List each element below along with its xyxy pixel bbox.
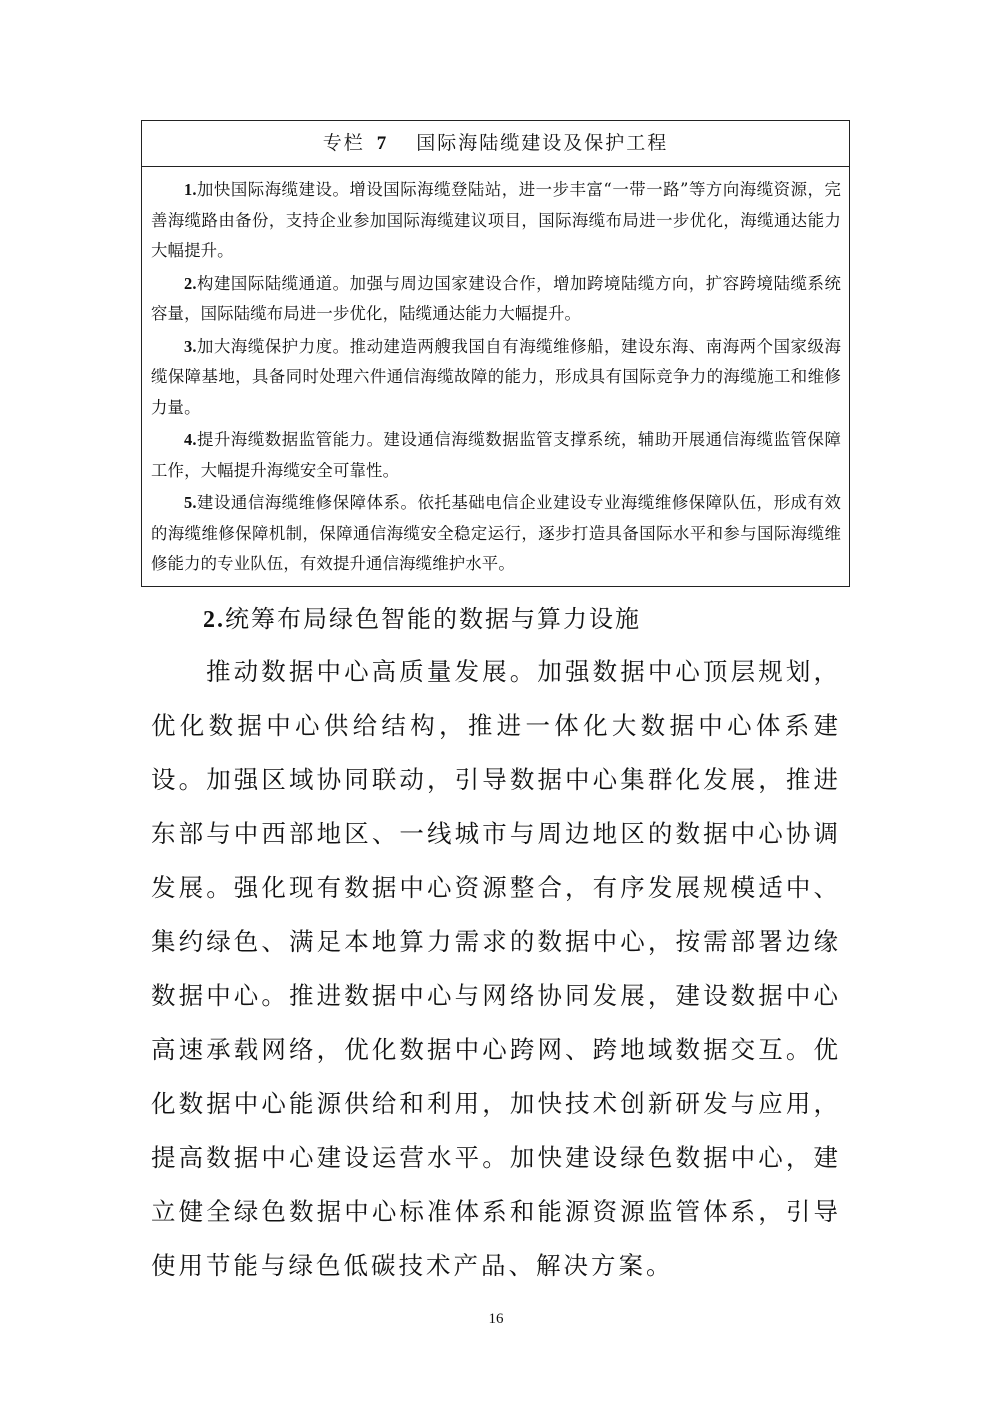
column-item-2 xyxy=(151,269,841,330)
column-item-index: 4. xyxy=(184,430,197,449)
column-title xyxy=(142,121,849,167)
column-item-text: 建设通信海缆维修保障体系。依托基础电信企业建设专业海缆维修保障队伍，形成有效的海缆维修保障机制，保障通信海缆安全稳定运行，逐步打造具备国际水平和参与国际海缆维修能力的专业队伍，有效提升通信海缆维护水平。 xyxy=(151,493,841,573)
section-heading-index: 2. xyxy=(203,607,225,633)
column-item-index: 2. xyxy=(184,273,197,293)
column-item-index: 1. xyxy=(184,180,197,199)
column-title-prefix: 专栏 xyxy=(322,132,365,154)
column-item-5 xyxy=(151,488,841,580)
column-item-3 xyxy=(151,332,841,424)
special-column-box xyxy=(141,120,850,587)
column-item-index: 5. xyxy=(184,493,197,512)
body-paragraph: 推动数据中心高质量发展。加强数据中心顶层规划，优化数据中心供给结构，推进一体化大数据中心体系建设。加强区域协同联动，引导数据中心集群化发展，推进东部与中西部地区、一线城市与周边地区的数据中心协调发展。强化现有数据中心资源整合，有序发展规模适中、集约绿色、满足本地算力需求的数据中心，按需部署边缘数据中心。推进数据中心与网络协同发展，建设数据中心高速承载网络，优化数据中心跨网、跨地域数据交互。优化数据中心能源供给和利用，加快技术创新研发与应用，提高数据中心建设运营水平。加快建设绿色数据中心，建立健全绿色数据中心标准体系和能源资源监管体系，引导使用节能与绿色低碳技术产品、解决方案。 xyxy=(151,657,841,1280)
column-title-number: 7 xyxy=(376,133,389,154)
section-heading xyxy=(203,601,641,638)
section-heading-text: 统筹布局绿色智能的数据与算力设施 xyxy=(225,605,641,633)
column-body xyxy=(142,167,849,580)
column-item-4 xyxy=(151,425,841,486)
column-item-1 xyxy=(151,175,841,267)
column-item-text: 提升海缆数据监管能力。建设通信海缆数据监管支撑系统，辅助开展通信海缆监管保障工作，大幅提升海缆安全可靠性。 xyxy=(151,430,841,480)
page-number: 16 xyxy=(488,1311,504,1327)
column-item-text: 构建国际陆缆通道。加强与周边国家建设合作，增加跨境陆缆方向，扩容跨境陆缆系统容量，国际陆缆布局进一步优化，陆缆通达能力大幅提升。 xyxy=(151,273,841,323)
column-item-index: 3. xyxy=(184,336,197,356)
column-item-text: 加快国际海缆建设。增设国际海缆登陆站，进一步丰富“一带一路”等方向海缆资源，完善海缆路由备份，支持企业参加国际海缆建议项目，国际海缆布局进一步优化，海缆通达能力大幅提升。 xyxy=(151,180,841,260)
column-title-text: 国际海陆缆建设及保护工程 xyxy=(416,132,669,154)
column-item-text: 加大海缆保护力度。推动建造两艘我国自有海缆维修船，建设东海、南海两个国家级海缆保障基地，具备同时处理六件通信海缆故障的能力，形成具有国际竞争力的海缆施工和维修力量。 xyxy=(151,336,841,417)
